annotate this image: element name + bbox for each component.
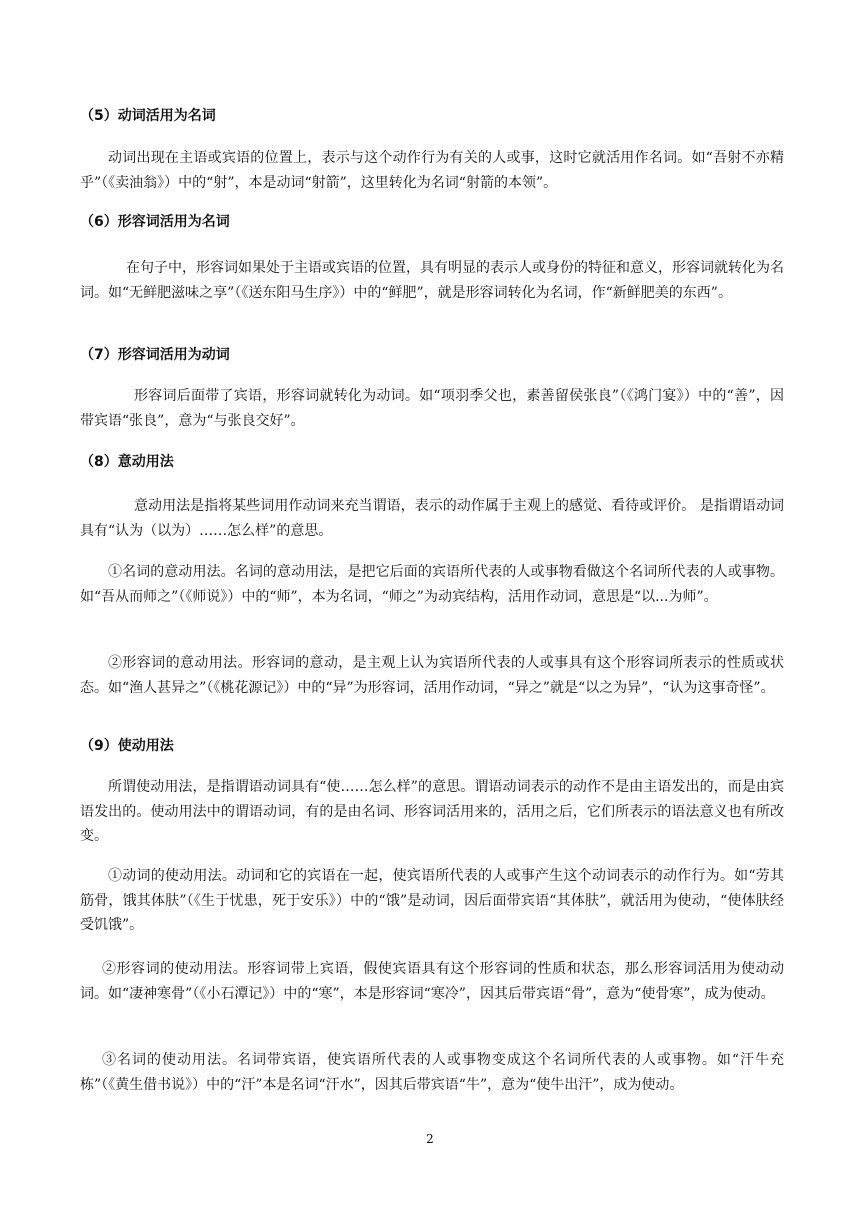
- paragraph: ①名词的意动用法。名词的意动用法，是把它后面的宾语所代表的人或事物看做这个名词所代表的人或事物。如“吾从而师之”（《师说》）中的“师”，本为名词，“师之”为动宾结构，活用作动词，意思是“以...为师”。: [80, 564, 784, 605]
- paragraph: 所谓使动用法，是指谓语动词具有“使……怎么样”的意思。谓语动词表示的动作不是由主语发出的，而是由宾语发出的。使动用法中的谓语动词，有的是由名词、形容词活用来的，活用之后，它们所表示的语法意义也有所改变。: [80, 779, 784, 844]
- paragraph: ③名词的使动用法。名词带宾语，使宾语所代表的人或事物变成这个名词所代表的人或事物。如“汗牛充栋”（《黄生借书说》）中的“汗”本是名词“汗水”，因其后带宾语“牛”，意为“使牛出汗”，成为使动。: [80, 1052, 784, 1093]
- section-heading-8: （8）意动用法: [80, 454, 174, 470]
- paragraph: ②形容词的使动用法。形容词带上宾语，假使宾语具有这个形容词的性质和状态，那么形容词活用为使动动词。如“凄神寒骨”（《小石潭记》）中的“寒”，本是形容词“寒冷”，因其后带宾语“骨”，意为“使骨寒”，成为使动。: [80, 961, 784, 1002]
- paragraph: ②形容词的意动用法。形容词的意动，是主观上认为宾语所代表的人或事具有这个形容词所表示的性质或状态。如“渔人甚异之”（《桃花源记》）中的“异”为形容词，活用作动词，“异之”就是“以之为异”，“认为这事奇怪”。: [80, 655, 784, 696]
- paragraph: 意动用法是指将某些词用作动词来充当谓语，表示的动作属于主观上的感觉、看待或评价。 是指谓语动词具有“认为（以为）……怎么样”的意思。: [80, 498, 784, 539]
- paragraph: 动词出现在主语或宾语的位置上，表示与这个动作行为有关的人或事，这时它就活用作名词。如“吾射不亦精乎”（《卖油翁》）中的“射”，本是动词“射箭”，这里转化为名词“射箭的本领”。: [80, 150, 784, 191]
- paragraph: ①动词的使动用法。动词和它的宾语在一起，使宾语所代表的人或事产生这个动词表示的动作行为。如“劳其筋骨，饿其体肤”（《生于忧患，死于安乐》）中的“饿”是动词，因后面带宾语“其体肤”，就活用为使动，“使体肤经受饥饿”。: [80, 868, 784, 933]
- section-heading-6: （6）形容词活用为名词: [80, 214, 230, 230]
- page-number: 2: [426, 1132, 434, 1146]
- paragraph: 形容词后面带了宾语，形容词就转化为动词。如“项羽季父也，素善留侯张良”（《鸿门宴》）中的“善”，因带宾语“张良”，意为“与张良交好”。: [80, 388, 784, 429]
- paragraph: 在句子中，形容词如果处于主语或宾语的位置，具有明显的表示人或身份的特征和意义，形容词就转化为名词。如“无鲜肥滋味之享”（《送东阳马生序》）中的“鲜肥”，就是形容词转化为名词，作“新鲜肥美的东西”。: [80, 260, 784, 301]
- section-heading-5: （5）动词活用为名词: [80, 108, 216, 124]
- section-heading-9: （9）使动用法: [80, 738, 174, 754]
- section-heading-7: （7）形容词活用为动词: [80, 347, 230, 363]
